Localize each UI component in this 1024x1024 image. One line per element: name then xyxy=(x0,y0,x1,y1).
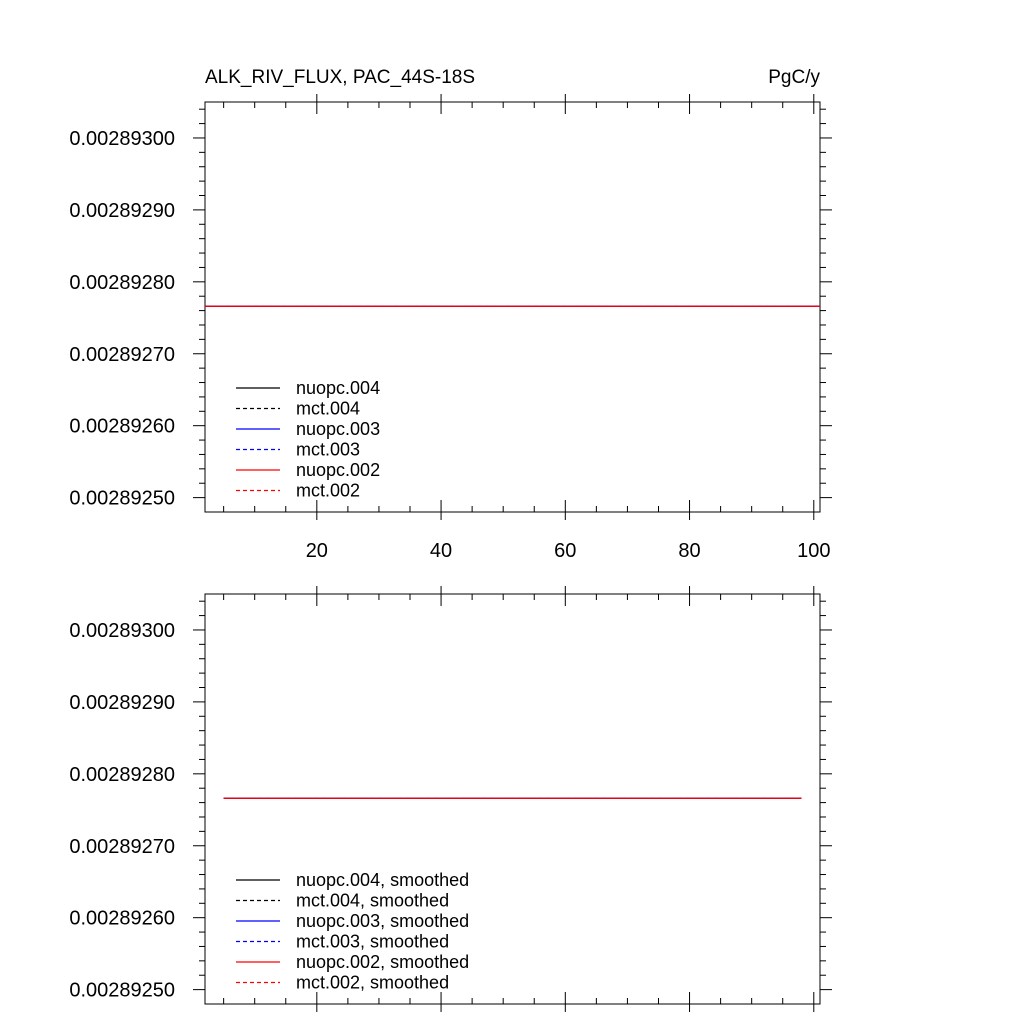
y-tick-label: 0.00289280 xyxy=(69,763,175,786)
chart-units: PgC/y xyxy=(768,67,820,88)
legend-label: mct.003, smoothed xyxy=(296,931,450,952)
x-tick-label: 20 xyxy=(305,540,328,562)
y-tick-label: 0.00289260 xyxy=(69,907,175,930)
legend-label: nuopc.003, smoothed xyxy=(296,911,470,931)
y-tick-label: 0.00289300 xyxy=(69,619,175,642)
legend-label: nuopc.003 xyxy=(296,419,381,439)
legend-label: mct.003 xyxy=(296,439,361,460)
legend-label: mct.002, smoothed xyxy=(296,972,450,993)
y-tick-label: 0.00289250 xyxy=(69,979,175,1002)
y-tick-label: 0.00289300 xyxy=(69,127,175,150)
x-tick-label: 80 xyxy=(678,540,701,562)
legend-label: nuopc.004 xyxy=(296,378,381,398)
y-tick-label: 0.00289260 xyxy=(69,415,175,438)
x-tick-label: 100 xyxy=(797,540,831,562)
legend-label: nuopc.004, smoothed xyxy=(296,870,470,890)
y-tick-label: 0.00289290 xyxy=(69,199,175,222)
y-tick-label: 0.00289270 xyxy=(69,835,175,858)
chart-title: ALK_RIV_FLUX, PAC_44S-18S xyxy=(205,67,476,88)
panel-raw xyxy=(69,94,832,562)
y-tick-label: 0.00289270 xyxy=(69,343,175,366)
legend-label: mct.004 xyxy=(296,398,361,419)
legend-label: mct.004, smoothed xyxy=(296,890,450,911)
y-tick-label: 0.00289250 xyxy=(69,487,175,510)
legend-label: nuopc.002, smoothed xyxy=(296,952,470,972)
x-tick-label: 60 xyxy=(554,540,577,562)
legend-label: mct.002 xyxy=(296,480,361,501)
y-tick-label: 0.00289280 xyxy=(69,271,175,294)
y-tick-label: 0.00289290 xyxy=(69,691,175,714)
panel-smoothed xyxy=(69,586,832,1012)
x-tick-label: 40 xyxy=(429,540,453,562)
legend-label: nuopc.002 xyxy=(296,460,381,480)
